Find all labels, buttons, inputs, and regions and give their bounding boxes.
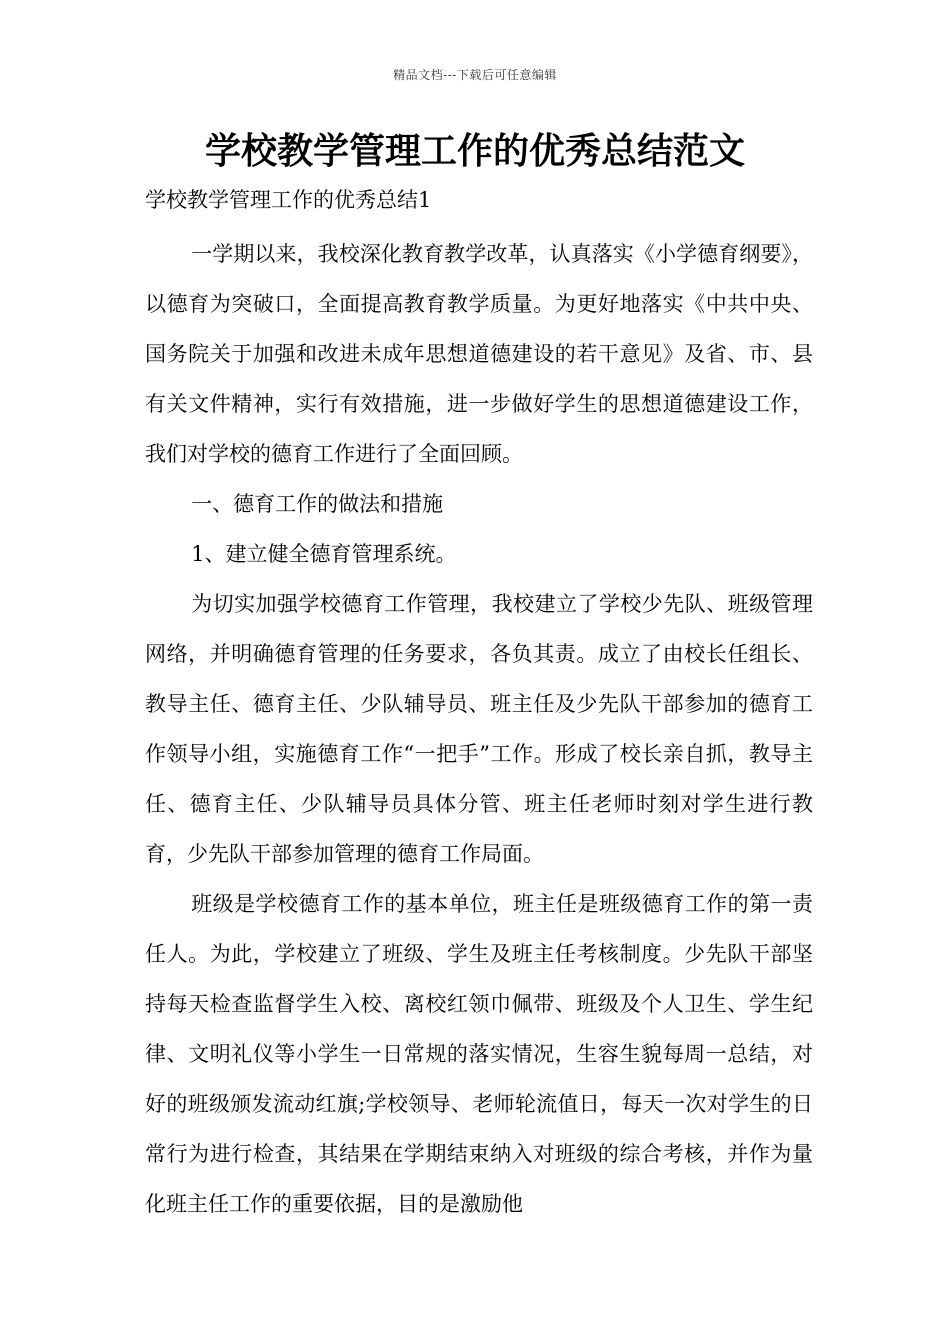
paragraph-intro: 一学期以来，我校深化教育教学改革，认真落实《小学德育纲要》，以德育为突破口，全面提高教育教学质量。为更好地落实《中共中央、国务院关于加强和改进未成年思想道德建设的若干意见》及省、市、县有关文件精神，实行有效措施，进一步做好学生的思想道德建设工作，我们对学校的德育工作进行了全面回顾。	[145, 242, 813, 466]
header-note: 精品文档---下载后可任意编辑	[393, 68, 557, 82]
document-title: 学校教学管理工作的优秀总结范文	[204, 131, 745, 172]
section-subtitle: 学校教学管理工作的优秀总结1	[145, 188, 432, 212]
heading-section-1: 一、德育工作的做法和措施	[191, 492, 444, 516]
heading-item-1: 1、建立健全德育管理系统。	[191, 542, 457, 566]
paragraph-class: 班级是学校德育工作的基本单位，班主任是班级德育工作的第一责任人。为此，学校建立了班级、学生及班主任考核制度。少先队干部坚持每天检查监督学生入校、离校红领巾佩带、班级及个人卫生、学生纪律、文明礼仪等小学生一日常规的落实情况，生容生貌每周一总结，对好的班级颁发流动红旗;学校领导、老师轮流值日，每天一次对学生的日常行为进行检查，其结果在学期结束纳入对班级的综合考核，并作为量化班主任工作的重要依据，目的是激励他	[145, 892, 813, 1216]
paragraph-management: 为切实加强学校德育工作管理，我校建立了学校少先队、班级管理网络，并明确德育管理的任务要求，各负其责。成立了由校长任组长、教导主任、德育主任、少队辅导员、班主任及少先队干部参加的德育工作领导小组，实施德育工作“一把手”工作。形成了校长亲自抓，教导主任、德育主任、少队辅导员具体分管、班主任老师时刻对学生进行教育，少先队干部参加管理的德育工作局面。	[145, 592, 813, 866]
document-body	[145, 229, 813, 1229]
